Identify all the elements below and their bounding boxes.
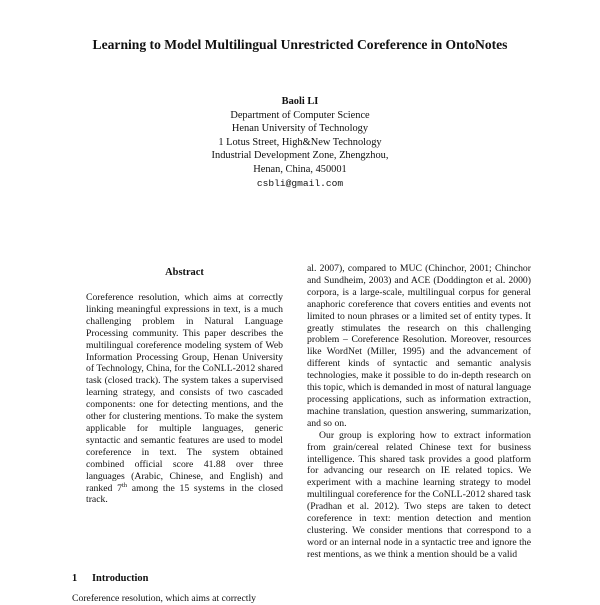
affiliation-line: 1 Lotus Street, High&New Technology — [218, 136, 382, 148]
affiliation-line: Industrial Development Zone, Zhengzhou, — [211, 150, 389, 162]
left-column — [86, 266, 283, 506]
affiliation-line: Department of Computer Science — [230, 109, 370, 121]
introduction-first-line: Coreference resolution, which aims at correctly — [72, 593, 256, 604]
author-block — [0, 95, 600, 190]
affiliation-line: Henan, China, 450001 — [253, 163, 347, 175]
affiliation-line: Henan University of Technology — [231, 123, 369, 135]
right-column — [307, 263, 531, 561]
section-heading-introduction — [72, 572, 148, 585]
abstract-text: Coreference resolution, which aims at correctly linking meaningful expressions in text, is a much challenging problem in Natural Language Processing community. This paper describes the multilingual coreference modeling system of Web Information Processing Group, Henan University of Technology, China, for the CoNLL-2012 shared task (closed track). The system takes a supervised learning strategy, and consists of two cascaded components: one for detecting mentions, and the other for clustering mentions. To make the system applicable for multiple languages, generic syntactic and semantic features are used to model coreference in text. The system obtained combined official score 41.88 over three languages (Arabic, Chinese, and English) and ranked 7th among the 15 systems in the closed track. — [86, 292, 283, 506]
body-paragraph: Our group is exploring how to extract information from grain/cereal related Chinese text for business intelligence. This shared task provides a good platform for advancing our research on IE related topics. We experiment with a machine learning strategy to model multilingual coreference for the CoNLL-2012 shared task (Pradhan et al. 2012). Two steps are taken to detect coreference in text: mention detection and mention clustering. We consider mentions that correspond to a word or an internal node in a syntactic tree and ignore the rest mentions, as we think a mention should be a valid — [307, 429, 531, 560]
author-email[interactable]: csbli@gmail.com — [256, 177, 344, 189]
ordinal-superscript: th — [121, 481, 128, 489]
paper-title: Learning to Model Multilingual Unrestricted Coreference in OntoNotes — [92, 37, 508, 52]
body-paragraph: al. 2007), compared to MUC (Chinchor, 2001; Chinchor and Sundheim, 2003) and ACE (Doddington et al. 2000) corpora, is a large-scale, multilingual corpus for general anaphoric coreference that covers entities and events not limited to noun phrases or a limited set of entity types. It greatly stimulates the research on this challenging problem – Coreference Resolution. Moreover, resources like WordNet (Miller, 1995) and the advancement of different kinds of syntactic and semantic analysis technologies, make it possible to do in-depth research on this topic, which is demanded in most of natural language processing applications, such as information extraction, machine translation, question answering, summarization, and so on. — [307, 263, 531, 429]
section-title: Introduction — [92, 573, 149, 584]
abstract-heading: Abstract — [165, 267, 204, 278]
section-number: 1 — [72, 573, 78, 584]
author-name: Baoli LI — [281, 96, 319, 107]
